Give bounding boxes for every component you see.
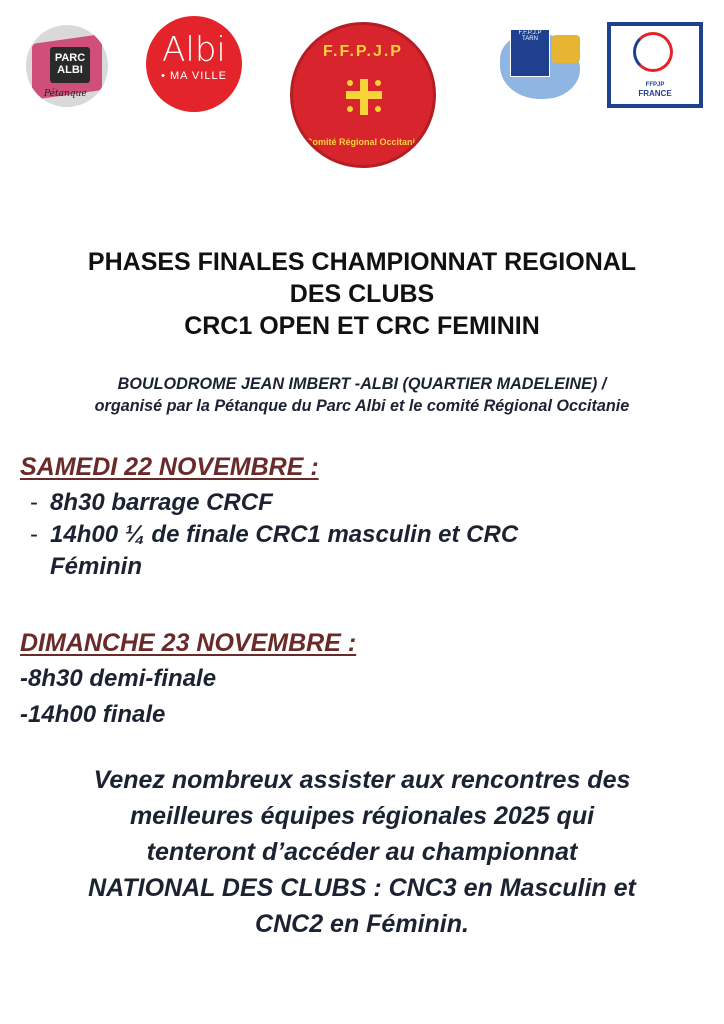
albi-ma-ville-logo: Albi • MA VILLE: [146, 16, 242, 112]
page-title: PHASES FINALES CHAMPIONNAT REGIONAL DES CLUBS CRC1 OPEN ET CRC FEMININ: [87, 248, 637, 340]
schedule-item: -8h30 demi-finale: [20, 665, 217, 692]
schedule-item: -14h00 finale: [20, 701, 166, 728]
parc-albi-logo: PARC ALBI Pétanque: [26, 25, 108, 107]
ffpjp-tarn-logo: F.F.P.J.P TARN: [496, 27, 586, 103]
saturday-schedule: [20, 451, 518, 583]
sunday-schedule: [20, 627, 356, 733]
rooster-icon: [633, 32, 673, 72]
closing-message: Venez nombreux assister aux rencontres des meilleures équipes régionales 2025 qui tenteront d’accéder au championnat NATIONAL DES CLUBS : CNC3 en Masculin et CNC2 en Féminin.: [88, 766, 636, 938]
saturday-heading: SAMEDI 22 NOVEMBRE :: [20, 453, 319, 481]
parc-albi-logo-tag: PARC ALBI: [50, 47, 90, 83]
occitan-cross-icon: [346, 77, 382, 117]
logo-bar: [0, 0, 724, 180]
schedule-item: - 8h30 barrage CRCF: [30, 489, 273, 516]
ffpjp-france-logo: FFPJP FRANCE: [607, 22, 703, 108]
schedule-item-continuation: Féminin: [50, 553, 143, 580]
sunday-heading: DIMANCHE 23 NOVEMBRE :: [20, 629, 357, 657]
venue-subtitle: BOULODROME JEAN IMBERT -ALBI (QUARTIER MADELEINE) / organisé par la Pétanque du Parc Albi et le comité Régional Occitanie: [94, 375, 630, 415]
comite-regional-occitanie-logo: F.F.P.J.P Comité Régional Occitanie: [290, 22, 436, 168]
schedule-item: - 14h00 ¼ de finale CRC1 masculin et CRC: [30, 521, 519, 548]
occitan-cross-icon: [552, 35, 580, 63]
